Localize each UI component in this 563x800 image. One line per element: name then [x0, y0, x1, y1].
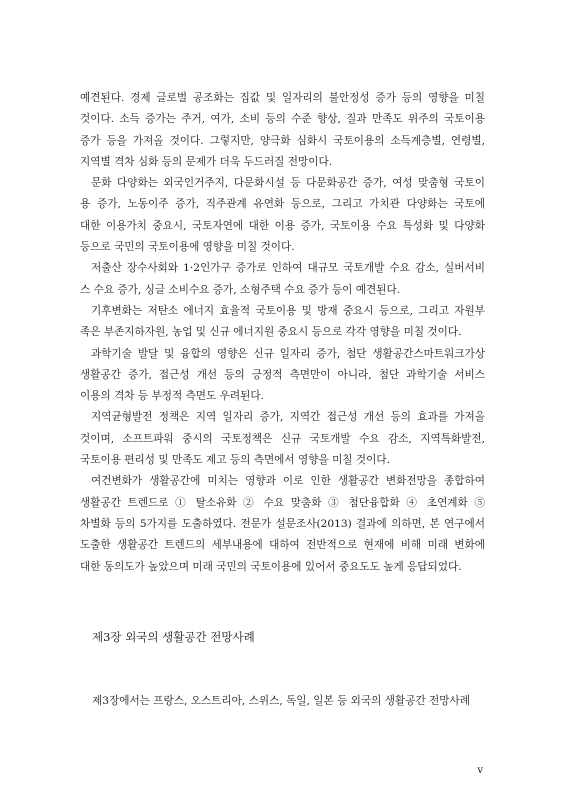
- body-line: 기후변화는 저탄소 에너지 효율적 국토이용 및 방재 중요시 등으로, 그리고 자원부: [91, 304, 485, 317]
- body-line: 족은 부존지하자원, 농업 및 신규 에너지원 중요시 등으로 각각 영향을 미칠 것이다.: [80, 326, 462, 339]
- body-line: 지역별 격차 심화 등의 문제가 더욱 두드러질 전망이다.: [80, 155, 333, 168]
- body-line: 예견된다. 경제 글로벌 공조화는 집값 및 일자리의 불안정성 증가 등의 영향을 미칠: [80, 92, 485, 104]
- body-line: 생활공간 트렌드로 ① 탈소유화 ② 수요 맞춤화 ③ 첨단융합화 ④ 초연계화 ⑤: [80, 496, 485, 509]
- body-line: 스 수요 증가, 싱글 소비수요 증가, 소형주택 수요 증가 등이 예견된다.: [80, 283, 401, 296]
- body-line: 등으로 국민의 국토이용에 영향을 미칠 것이다.: [80, 241, 295, 254]
- body-line: 용 증가, 노동이주 증가, 직주관계 유연화 등으로, 그리고 가치관 다양화는 국토에: [80, 198, 485, 211]
- body-line: 지역균형발전 정책은 지역 일자리 증가, 지역간 접근성 개선 등의 효과를 가져올: [91, 411, 485, 424]
- body-line: 차별화 등의 5가지를 도출하였다. 전문가 설문조사(2013) 결과에 의하면, 본 연구에서: [80, 517, 485, 530]
- body-line: 것이다. 소득 증가는 주거, 여가, 소비 등의 수준 향상, 질과 만족도 위주의 국토이용: [80, 113, 485, 126]
- body-line: 대한 이용가치 중요시, 국토자연에 대한 이용 증가, 국토이용 수요 특성화 및 다양화: [80, 219, 485, 232]
- chapter-intro-line: 제3장에서는 프랑스, 오스트리아, 스위스, 독일, 일본 등 외국의 생활공간 전망사례: [92, 695, 470, 707]
- body-line: 여건변화가 생활공간에 미치는 영향과 이로 인한 생활공간 변화전망을 종합하여: [91, 475, 485, 488]
- body-line: 증가 등을 가져올 것이다. 그렇지만, 양극화 심화시 국토이용의 소득계층별, 연령별,: [80, 134, 485, 147]
- body-line: 과학기술 발달 및 융합의 영향은 신규 일자리 증가, 첨단 생활공간스마트워크가상: [91, 347, 485, 360]
- body-line: 이용의 격차 등 부정적 측면도 우려된다.: [80, 390, 264, 403]
- body-line: 저출산 장수사회와 1·2인가구 증가로 인하여 대규모 국토개발 수요 감소, 실버서비: [91, 262, 485, 275]
- body-text: [80, 88, 485, 578]
- body-line: 것이며, 소프트파워 중시의 국토정책은 신규 국토개발 수요 감소, 지역특화발전,: [80, 432, 485, 445]
- page-number: v: [477, 765, 483, 776]
- body-line: 문화 다양화는 외국인거주지, 다문화시설 등 다문화공간 증가, 여성 맞춤형 국토이: [91, 177, 485, 190]
- body-line: 도출한 생활공간 트렌드의 세부내용에 대하여 전반적으로 현재에 비해 미래 변화에: [80, 539, 485, 552]
- body-line: 생활공간 증가, 접근성 개선 등의 긍정적 측면만이 아니라, 첨단 과학기술 서비스: [80, 368, 485, 381]
- chapter-heading: 제3장 외국의 생활공간 전망사례: [92, 630, 255, 644]
- body-line: 대한 동의도가 높았으며 미래 국민의 국토이용에 있어서 중요도도 높게 응답되었다.: [80, 560, 462, 573]
- body-line: 국토이용 편리성 및 만족도 제고 등의 측면에서 영향을 미칠 것이다.: [80, 454, 390, 467]
